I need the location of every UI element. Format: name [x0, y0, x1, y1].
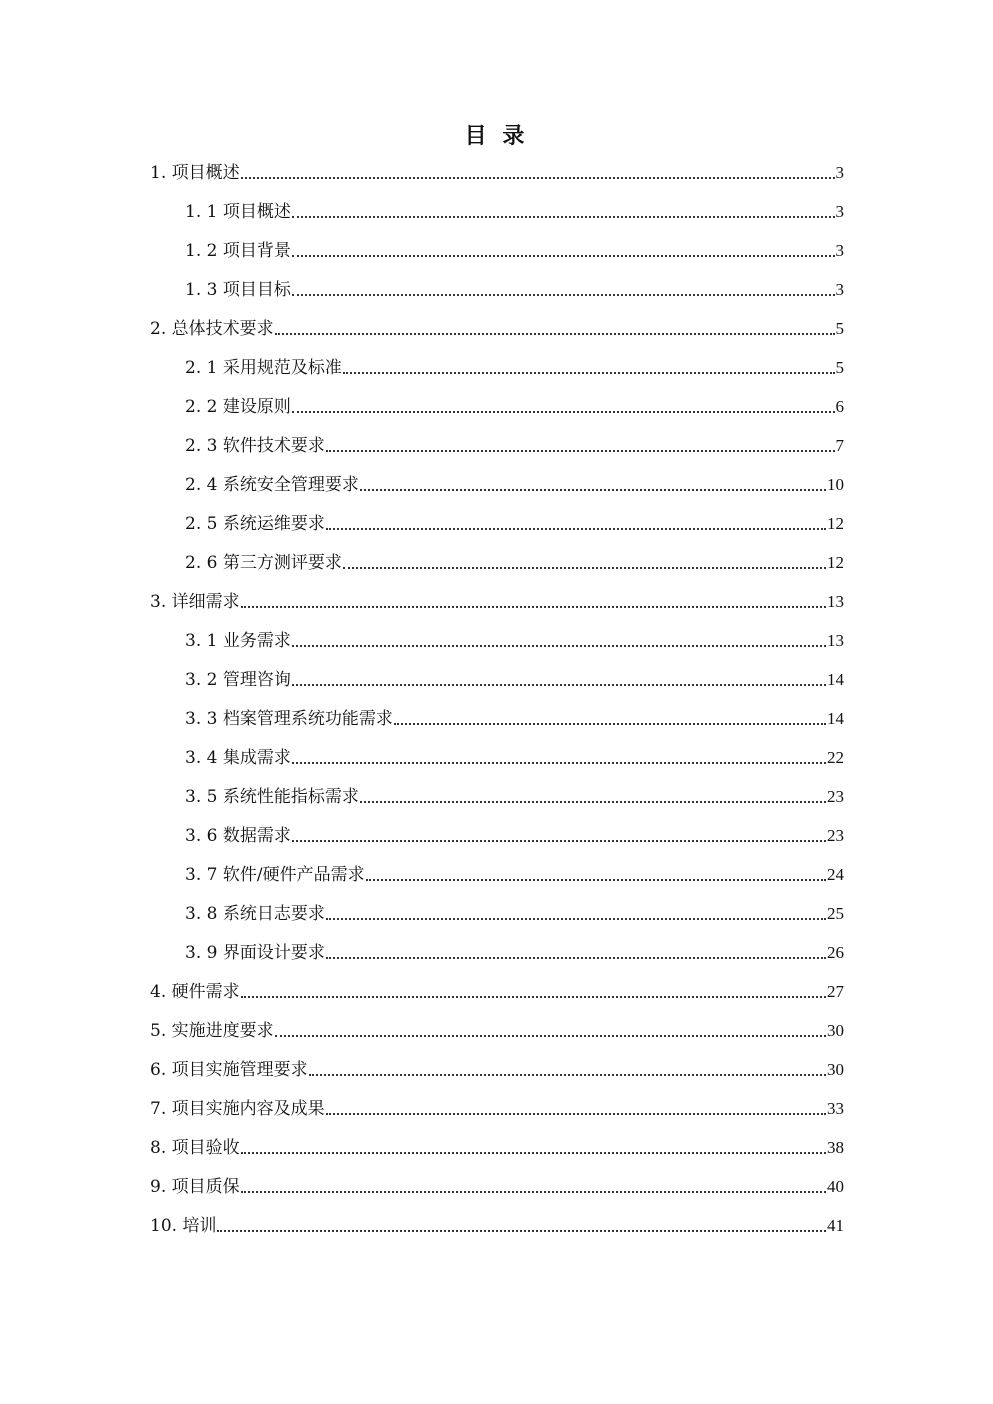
toc-dot-leader	[217, 1230, 826, 1232]
toc-entry-page-number: 14	[827, 709, 844, 728]
toc-entry-label: 3. 1 业务需求	[185, 631, 291, 651]
toc-entry-label: 1. 2 项目背景	[185, 241, 291, 261]
toc-entry-label: 10. 培训	[150, 1216, 217, 1236]
toc-entry-page-number: 12	[827, 514, 844, 533]
page-title: 目 录	[464, 123, 529, 149]
toc-entry-label: 1. 项目概述	[150, 163, 240, 183]
toc-entry-label: 3. 4 集成需求	[185, 748, 291, 768]
toc-dot-leader	[292, 840, 826, 842]
toc-entry-page-number: 10	[827, 475, 844, 494]
toc-entry[interactable]	[150, 732, 844, 771]
toc-entry-page-number: 5	[835, 358, 844, 377]
toc-entry[interactable]	[150, 498, 844, 537]
toc-entry-label: 2. 6 第三方测评要求	[185, 553, 342, 573]
toc-entry-page-number: 24	[827, 865, 844, 884]
toc-entry[interactable]	[150, 342, 844, 381]
toc-entry-label: 3. 6 数据需求	[185, 826, 291, 846]
toc-entry[interactable]	[150, 927, 844, 966]
toc-entry-label: 5. 实施进度要求	[150, 1021, 274, 1041]
toc-dot-leader	[343, 372, 835, 374]
toc-entry-label: 2. 1 采用规范及标准	[185, 358, 342, 378]
toc-entry[interactable]	[150, 1005, 844, 1044]
toc-entry-label: 9. 项目质保	[150, 1177, 240, 1197]
toc-entry-page-number: 38	[827, 1138, 844, 1157]
toc-entry[interactable]	[150, 459, 844, 498]
toc-entry-page-number: 27	[827, 982, 844, 1001]
toc-entry-label: 2. 3 软件技术要求	[185, 436, 325, 456]
toc-entry-page-number: 23	[827, 787, 844, 806]
toc-entry-page-number: 13	[827, 592, 844, 611]
toc-entry[interactable]	[150, 420, 844, 459]
toc-entry-page-number: 40	[827, 1177, 844, 1196]
toc-entry-page-number: 23	[827, 826, 844, 845]
toc-entry-label: 8. 项目验收	[150, 1138, 240, 1158]
toc-entry[interactable]	[150, 147, 844, 186]
toc-entry-label: 3. 详细需求	[150, 592, 240, 612]
toc-entry-label: 3. 9 界面设计要求	[185, 943, 325, 963]
toc-dot-leader	[292, 216, 835, 218]
toc-dot-leader	[343, 567, 826, 569]
toc-dot-leader	[326, 1113, 826, 1115]
toc-entry-page-number: 3	[835, 202, 844, 221]
toc-entry[interactable]	[150, 1044, 844, 1083]
toc-entry-label: 2. 4 系统安全管理要求	[185, 475, 359, 495]
toc-entry-page-number: 25	[827, 904, 844, 923]
toc-entry[interactable]	[150, 849, 844, 888]
toc-dot-leader	[326, 528, 826, 530]
toc-entry[interactable]	[150, 537, 844, 576]
table-of-contents	[150, 147, 844, 1239]
toc-entry-label: 3. 3 档案管理系统功能需求	[185, 709, 393, 729]
toc-entry[interactable]	[150, 1161, 844, 1200]
toc-dot-leader	[394, 723, 826, 725]
toc-entry-page-number: 13	[827, 631, 844, 650]
toc-dot-leader	[275, 1035, 826, 1037]
toc-dot-leader	[241, 1152, 826, 1154]
toc-dot-leader	[241, 1191, 826, 1193]
toc-entry-page-number: 26	[827, 943, 844, 962]
toc-entry[interactable]	[150, 1083, 844, 1122]
toc-entry-label: 4. 硬件需求	[150, 982, 240, 1002]
toc-entry-page-number: 12	[827, 553, 844, 572]
toc-entry-label: 1. 1 项目概述	[185, 202, 291, 222]
toc-entry-label: 2. 5 系统运维要求	[185, 514, 325, 534]
toc-entry[interactable]	[150, 810, 844, 849]
toc-entry[interactable]	[150, 1200, 844, 1239]
toc-dot-leader	[326, 957, 826, 959]
toc-entry[interactable]	[150, 576, 844, 615]
toc-entry-page-number: 3	[835, 163, 844, 182]
toc-entry-page-number: 22	[827, 748, 844, 767]
toc-dot-leader	[292, 684, 826, 686]
toc-entry[interactable]	[150, 693, 844, 732]
toc-entry-label: 3. 2 管理咨询	[185, 670, 291, 690]
toc-entry-page-number: 3	[835, 241, 844, 260]
toc-entry[interactable]	[150, 186, 844, 225]
toc-entry[interactable]	[150, 1122, 844, 1161]
toc-entry-page-number: 7	[835, 436, 844, 455]
toc-entry-page-number: 33	[827, 1099, 844, 1118]
toc-dot-leader	[360, 489, 826, 491]
toc-entry[interactable]	[150, 654, 844, 693]
toc-dot-leader	[292, 411, 835, 413]
toc-entry-label: 2. 总体技术要求	[150, 319, 274, 339]
toc-entry[interactable]	[150, 303, 844, 342]
toc-dot-leader	[292, 645, 826, 647]
toc-dot-leader	[292, 294, 835, 296]
toc-dot-leader	[309, 1074, 826, 1076]
toc-entry-page-number: 6	[835, 397, 844, 416]
toc-entry[interactable]	[150, 264, 844, 303]
toc-dot-leader	[241, 606, 826, 608]
toc-entry-page-number: 14	[827, 670, 844, 689]
toc-dot-leader	[241, 177, 835, 179]
toc-entry[interactable]	[150, 225, 844, 264]
toc-entry-page-number: 3	[835, 280, 844, 299]
toc-dot-leader	[326, 450, 835, 452]
toc-dot-leader	[292, 255, 835, 257]
toc-entry[interactable]	[150, 771, 844, 810]
toc-entry-page-number: 30	[827, 1021, 844, 1040]
toc-entry-page-number: 30	[827, 1060, 844, 1079]
toc-entry-page-number: 41	[827, 1216, 844, 1235]
toc-entry-label: 3. 5 系统性能指标需求	[185, 787, 359, 807]
toc-dot-leader	[366, 879, 826, 881]
toc-entry[interactable]	[150, 888, 844, 927]
toc-entry[interactable]	[150, 966, 844, 1005]
toc-dot-leader	[292, 762, 826, 764]
toc-entry-label: 3. 7 软件/硬件产品需求	[185, 865, 365, 885]
toc-dot-leader	[275, 333, 835, 335]
toc-entry-label: 6. 项目实施管理要求	[150, 1060, 308, 1080]
toc-entry[interactable]	[150, 615, 844, 654]
toc-entry-label: 3. 8 系统日志要求	[185, 904, 325, 924]
toc-entry-label: 7. 项目实施内容及成果	[150, 1099, 325, 1119]
toc-entry[interactable]	[150, 381, 844, 420]
toc-dot-leader	[241, 996, 826, 998]
toc-dot-leader	[360, 801, 826, 803]
toc-entry-page-number: 5	[835, 319, 844, 338]
toc-entry-label: 2. 2 建设原则	[185, 397, 291, 417]
toc-dot-leader	[326, 918, 826, 920]
toc-entry-label: 1. 3 项目目标	[185, 280, 291, 300]
